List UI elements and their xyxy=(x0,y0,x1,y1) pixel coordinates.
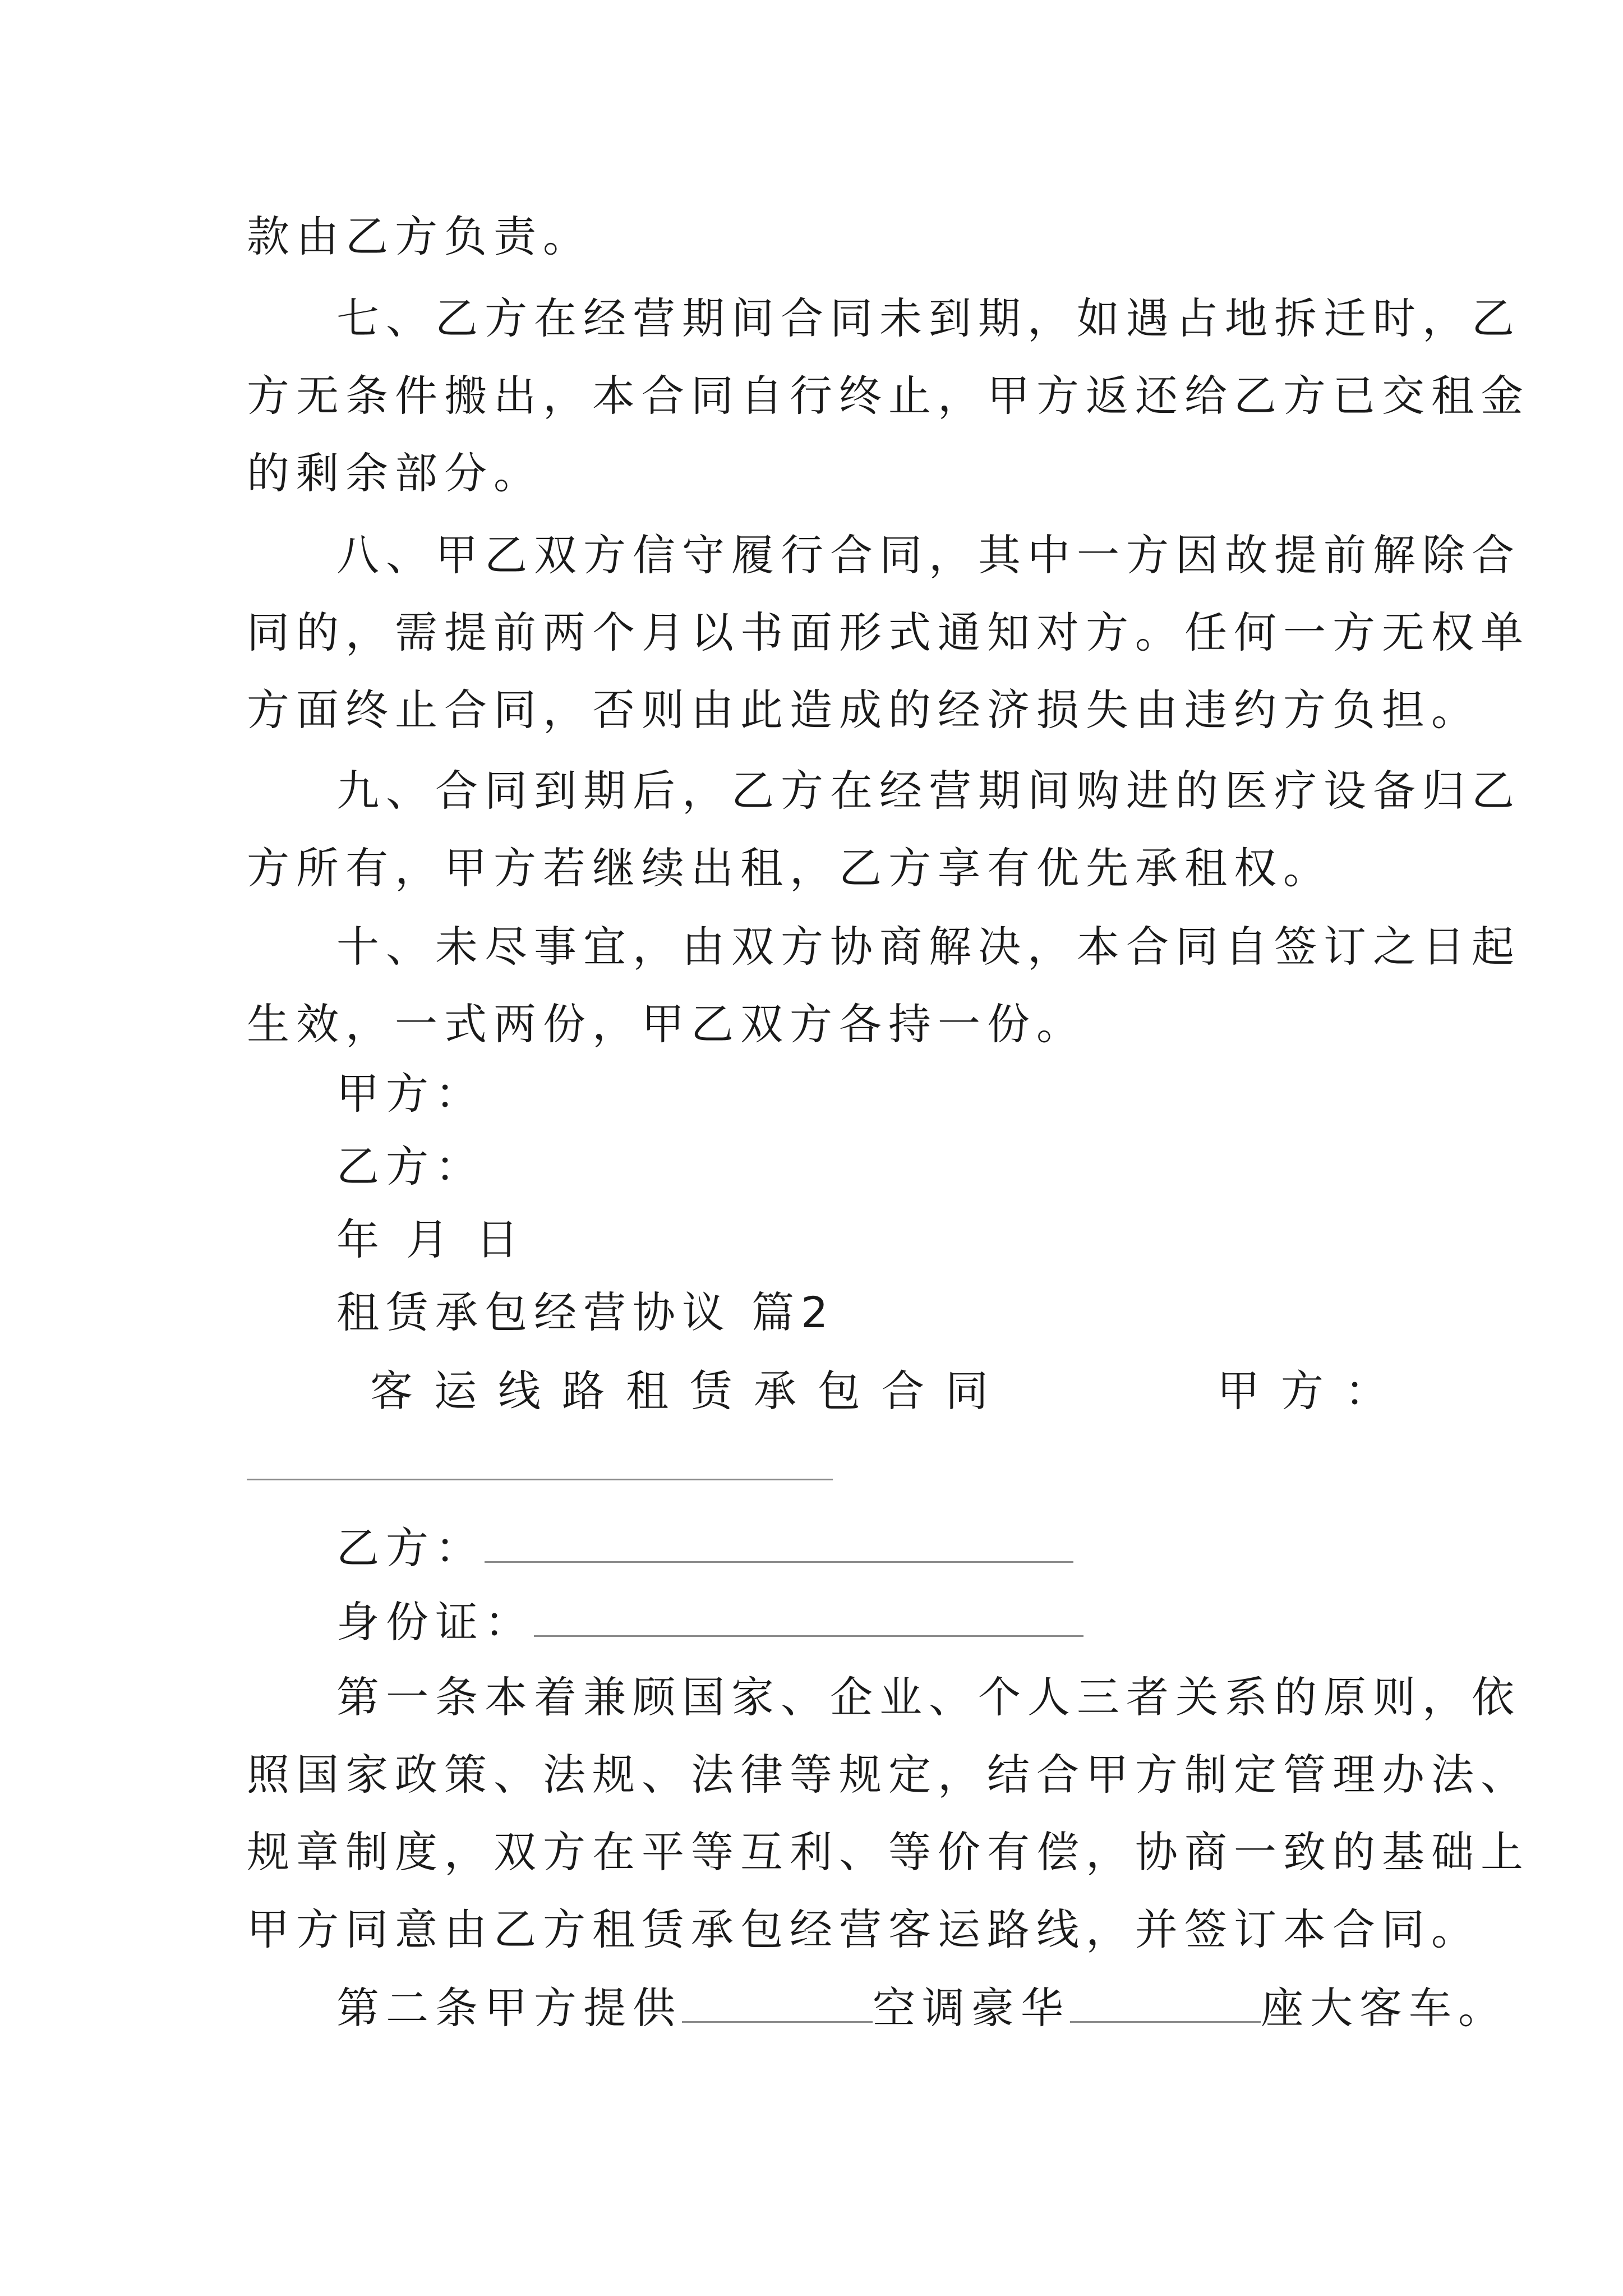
paragraph-line: 七、乙方在经营期间合同未到期，如遇占地拆迁时，乙 xyxy=(336,293,1521,343)
article-2-blank-2 xyxy=(1070,1987,1261,2023)
paragraph-line: 第一条本着兼顾国家、企业、个人三者关系的原则，依 xyxy=(336,1672,1521,1722)
party-b-blank xyxy=(485,1527,1073,1563)
paragraph-line: 的剩余部分。 xyxy=(247,448,543,498)
party-b-field xyxy=(336,1520,1073,1576)
paragraph-line: 甲方同意由乙方租赁承包经营客运路线，并签订本合同。 xyxy=(247,1904,1481,1954)
signature-date: 年 月 日 xyxy=(336,1214,525,1264)
party-a-blank xyxy=(247,1479,833,1480)
paragraph-line: 同的，需提前两个月以书面形式通知对方。任何一方无权单 xyxy=(247,608,1530,657)
party-b-label: 乙方： xyxy=(336,1523,485,1573)
article-2-part2: 空调豪华 xyxy=(873,1983,1070,2033)
paragraph-line: 生效，一式两份，甲乙双方各持一份。 xyxy=(247,999,1086,1049)
paragraph-line: 款由乙方负责。 xyxy=(247,211,592,261)
paragraph-line: 方面终止合同，否则由此造成的经济损失由违约方负担。 xyxy=(247,685,1481,735)
article-2-part1: 第二条甲方提供 xyxy=(336,1983,682,2033)
id-field xyxy=(336,1594,1083,1650)
id-label: 身份证： xyxy=(336,1597,534,1647)
paragraph-line: 照国家政策、法规、法律等规定，结合甲方制定管理办法、 xyxy=(247,1750,1530,1800)
id-blank xyxy=(534,1602,1083,1637)
paragraph-line: 九、合同到期后，乙方在经营期间购进的医疗设备归乙 xyxy=(336,766,1521,816)
article-2-part3: 座大客车。 xyxy=(1261,1983,1507,2033)
contract-title: 客运线路租赁承包合同 xyxy=(370,1366,1009,1416)
signature-party-b: 乙方： xyxy=(336,1142,485,1191)
paragraph-line: 方所有，甲方若继续出租，乙方享有优先承租权。 xyxy=(247,843,1332,893)
party-a-label: 甲方： xyxy=(1217,1366,1409,1416)
paragraph-line: 八、甲乙双方信守履行合同，其中一方因故提前解除合 xyxy=(336,530,1521,580)
article-2-line xyxy=(336,1980,1507,2036)
paragraph-line: 规章制度，双方在平等互利、等价有偿，协商一致的基础上 xyxy=(247,1827,1530,1877)
article-2-blank-1 xyxy=(682,1987,873,2023)
paragraph-line: 十、未尽事宜，由双方协商解决，本合同自签订之日起 xyxy=(336,922,1521,972)
paragraph-line: 方无条件搬出，本合同自行终止，甲方返还给乙方已交租金 xyxy=(247,371,1530,421)
signature-party-a: 甲方： xyxy=(336,1069,485,1119)
section-title: 租赁承包经营协议 篇2 xyxy=(336,1287,835,1337)
